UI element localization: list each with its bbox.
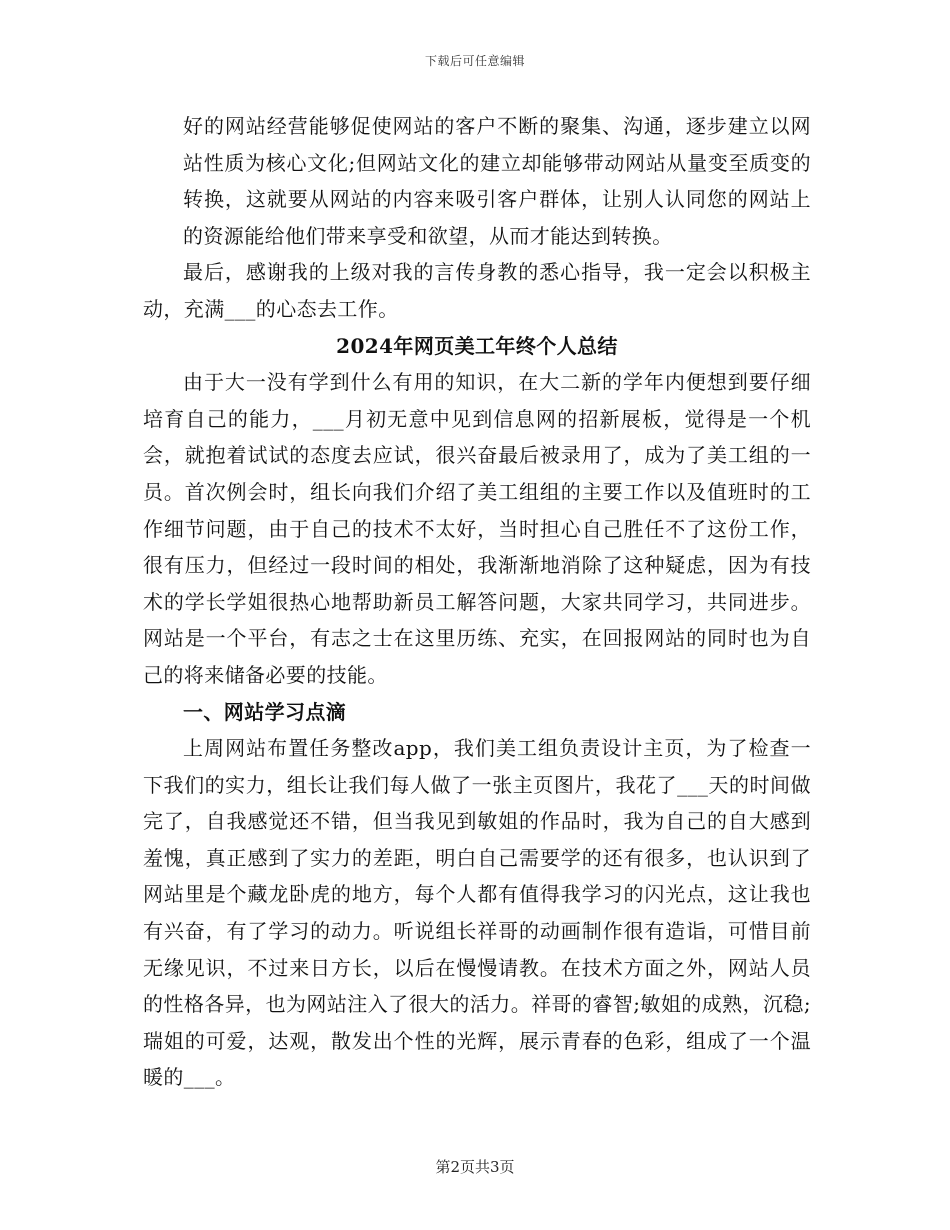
paragraph-section: 上周网站布置任务整改app，我们美工组负责设计主页，为了检查一下我们的实力，组长让我们每人做了一张主页图片，我花了___天的时间做完了，自我感觉还不错，但当我见到敏姐的作品时，我为自己的自大感到羞愧，真正感到了实力的差距，明白自己需要学的还有很多，也认识到了网站里是个藏龙卧虎的地方，每个人都有值得我学习的闪光点，这让我也有兴奋，有了学习的动力。听说组长祥哥的动画制作很有造诣，可惜目前无缘见识，不过来日方长，以后在慢慢请教。在技术方面之外，网站人员的性格各异，也为网站注入了很大的活力。祥哥的睿智;敏姐的成熟，沉稳;瑞姐的可爱，达观，散发出个性的光辉，展示青春的色彩，组成了一个温暖的___。 [143, 736, 811, 1090]
paragraph-intro: 由于大一没有学到什么有用的知识，在大二新的学年内便想到要仔细培育自己的能力，___月初无意中见到信息网的招新展板，觉得是一个机会，就抱着试试的态度去应试，很兴奋最后被录用了，成为了美工组的一员。首次例会时，组长向我们介绍了美工组组的主要工作以及值班时的工作细节问题，由于自己的技术不太好，当时担心自己胜任不了这份工作，很有压力，但经过一段时间的相处，我渐渐地消除了这种疑虑，因为有技术的学长学姐很热心地帮助新员工解答问题，大家共同学习，共同进步。网站是一个平台，有志之士在这里历练、充实，在回报网站的同时也为自己的将来储备必要的技能。 [143, 370, 811, 687]
section-heading: 一、网站学习点滴 [183, 699, 347, 724]
document-body [143, 108, 811, 1096]
paragraph-continued: 好的网站经营能够促使网站的客户不断的聚集、沟通，逐步建立以网站性质为核心文化;但网站文化的建立却能够带动网站从量变至质变的转换，这就要从网站的内容来吸引客户群体，让别人认同您的网站上的资源能给他们带来享受和欲望，从而才能达到转换。 [183, 114, 811, 248]
paragraph-thanks: 最后，感谢我的上级对我的言传身教的悉心指导，我一定会以积极主动，充满___的心态去工作。 [143, 260, 811, 321]
page-number: 第2页共3页 [435, 1158, 515, 1176]
header-note: 下载后可任意编辑 [424, 54, 525, 68]
document-title: 2024年网页美工年终个人总结 [336, 333, 618, 358]
